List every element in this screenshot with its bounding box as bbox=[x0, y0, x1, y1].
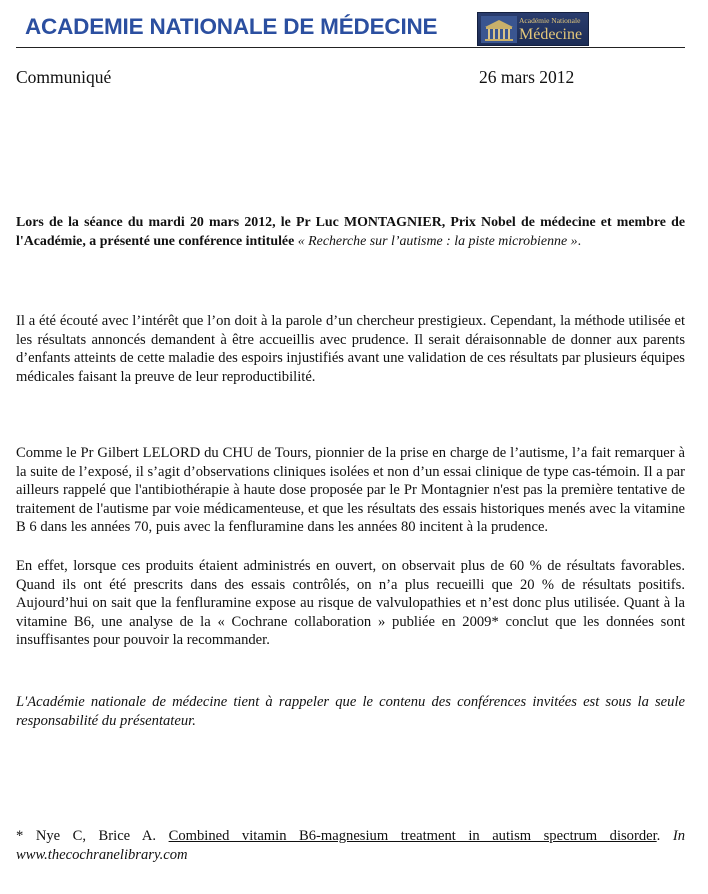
academy-building-icon bbox=[481, 16, 517, 43]
footnote-source: In www.thecochranelibrary.com bbox=[16, 828, 686, 863]
logo-text-main: Médecine bbox=[519, 26, 583, 43]
paragraph-3: En effet, lorsque ces produits étaient administrés en ouvert, on observait plus de 60 % de résultats favorables. Quand ils ont été prescrits dans des essais contrôlés, on n’a plus recueilli que 20 % de résultats positifs. Aujourd’hui on sait que la fenfluramine expose au risque de valvulopathies et n’est donc plus utilisée. Quant à la vitamine B6, une analyse de la « Cochrane collaboration » publiée en 2009* conclut que les données sont insuffisantes pour pouvoir la recommander. bbox=[16, 558, 685, 649]
conference-title: « Recherche sur l’autisme : la piste microbienne » bbox=[297, 233, 578, 249]
document-type: Communiqué bbox=[16, 67, 112, 87]
footnote-authors: * Nye C, Brice A. bbox=[16, 828, 157, 844]
disclaimer-paragraph: L'Académie nationale de médecine tient à rappeler que le contenu des conférences invitées est sous la seule responsabilité du présentateur. bbox=[16, 694, 685, 729]
paragraph-1: Il a été écouté avec l’intérêt que l’on doit à la parole d’un chercheur prestigieux. Cependant, la méthode utilisée et les résultats annoncés demandent à être accueillis avec prudence. Il serait déraisonnable de donner aux parents d’enfants atteints de cette maladie des espoirs injustifiés avant une validation de ces résultats par plusieurs équipes médicales faisant la preuve de leur reproductibilité. bbox=[16, 313, 685, 385]
intro-paragraph bbox=[16, 214, 685, 251]
reference-link[interactable]: Combined vitamin B6-magnesium treatment in autism spectrum disorder bbox=[168, 828, 657, 844]
footnote-suffix: . bbox=[656, 828, 661, 844]
footnote-reference bbox=[16, 827, 685, 864]
header-divider bbox=[16, 47, 685, 48]
document-date: 26 mars 2012 bbox=[479, 67, 575, 87]
paragraph-2: Comme le Pr Gilbert LELORD du CHU de Tours, pionnier de la prise en charge de l’autisme, l’a fait remarquer à la suite de l’exposé, il s’agit d’observations cliniques isolées et non d’un essai clinique de type cas-témoin. Il a par ailleurs rappelé que l'antibiothérapie à haute dose proposée par le Pr Montagnier n'est pas la première tentative de traitement de l'autisme par voie médicamenteuse, et que les résultats des essais historiques menés avec la vitamine B 6 dans les années 70, puis avec la fenfluramine dans les années 80 incitent à la prudence. bbox=[16, 445, 685, 536]
intro-end: . bbox=[577, 233, 582, 249]
logo-text-top: Académie Nationale bbox=[519, 16, 581, 25]
academy-title: ACADEMIE NATIONALE DE MÉDECINE bbox=[25, 14, 438, 39]
intro-bold-text: Lors de la séance du mardi 20 mars 2012, le Pr Luc MONTAGNIER, Prix Nobel de médecine et membre de l'Académie, a présenté une conférence intitulée bbox=[16, 215, 685, 249]
academy-logo bbox=[477, 12, 589, 46]
